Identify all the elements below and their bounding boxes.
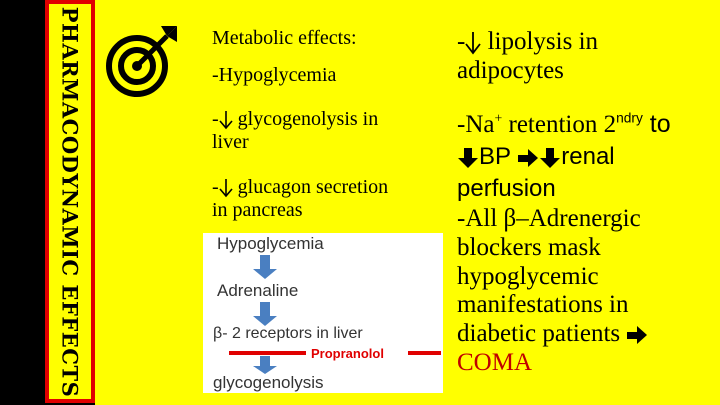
diagram-step-glycogenolysis: glycogenolysis (213, 373, 324, 392)
pathway-diagram (203, 233, 443, 393)
lipolysis-prefix: - (457, 28, 466, 55)
glucagon-item (212, 176, 388, 222)
down-arrow-icon (465, 31, 481, 55)
beta-line5: diabetic patients (457, 320, 621, 347)
sodium-prefix: -Na (457, 111, 495, 138)
right-arrow-icon (517, 147, 539, 169)
coma-text: COMA (457, 348, 533, 376)
glucagon-line1: glucagon secretion (232, 176, 389, 198)
beta-line2: blockers mask (457, 233, 601, 261)
lipolysis-item (457, 28, 598, 86)
diagram-arrow-1 (253, 255, 277, 279)
beta-line3: hypoglycemic (457, 262, 599, 290)
sodium-retention-item (457, 110, 671, 140)
bp-text: BP (479, 143, 511, 170)
glycogenolysis-line1: glycogenolysis in (232, 108, 379, 130)
lipolysis-text: lipolysis in (481, 28, 599, 55)
lipolysis-line2: adipocytes (457, 56, 564, 84)
side-panel (45, 0, 95, 403)
renal-text: renal (561, 143, 615, 170)
target-panel (95, 0, 190, 405)
diagram-blocker-propranolol: Propranolol (311, 346, 384, 361)
diagram-arrow-2 (253, 302, 277, 326)
down-arrow-icon (219, 110, 233, 130)
vertical-title: PHARMACODYNAMIC EFFECTS (57, 6, 83, 397)
target-icon (103, 20, 183, 100)
diagram-step-hypoglycemia: Hypoglycemia (217, 234, 324, 253)
hypoglycemia-item: -Hypoglycemia (212, 64, 337, 86)
down-arrow-icon (457, 147, 479, 169)
glucagon-prefix: - (212, 176, 219, 198)
glycogenolysis-prefix: - (212, 108, 219, 130)
glucagon-line2: in pancreas (212, 199, 303, 221)
diagram-step-beta2: β- 2 receptors in liver (213, 325, 363, 342)
sodium-text: retention 2 (502, 111, 617, 138)
beta-line1: -All β–Adrenergic (457, 205, 641, 232)
diagram-arrow-3 (253, 356, 277, 374)
beta-blocker-item (457, 205, 648, 378)
secondary-superscript: ndry (616, 110, 643, 126)
perfusion-line: perfusion (457, 175, 556, 202)
metabolic-heading: Metabolic effects: (212, 27, 357, 49)
diagram-step-adrenaline: Adrenaline (217, 281, 299, 300)
down-arrow-icon (539, 147, 561, 169)
sodium-superscript: + (494, 110, 503, 126)
pathway-diagram-svg (203, 233, 443, 393)
right-arrow-icon (626, 324, 648, 346)
glycogenolysis-item (212, 108, 378, 154)
down-arrow-icon (219, 178, 233, 198)
bp-renal-line (457, 143, 615, 171)
glycogenolysis-line2: liver (212, 131, 249, 153)
beta-line4: manifestations in (457, 291, 629, 319)
sodium-to: to (642, 110, 671, 138)
